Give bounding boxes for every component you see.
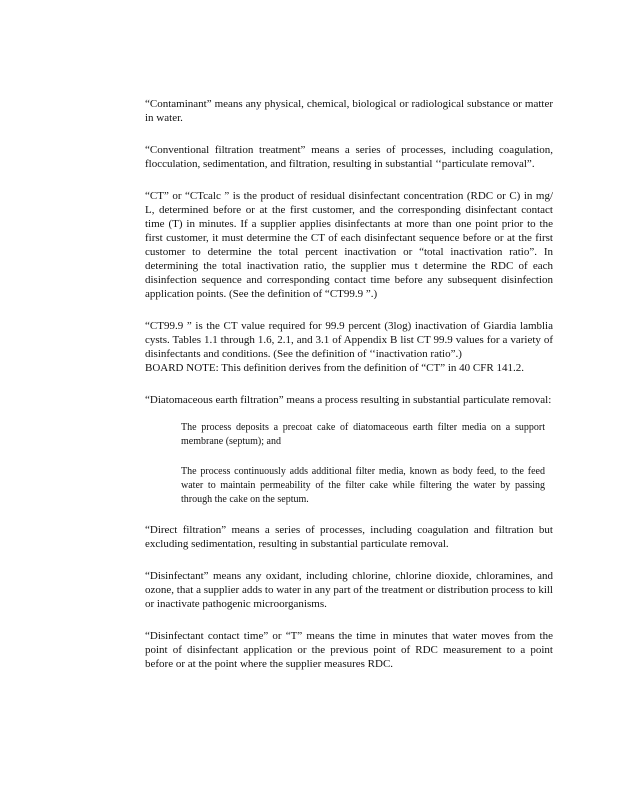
definition-diatomaceous-earth: “Diatomaceous earth filtration” means a process resulting in substantial particulate removal: [145, 394, 552, 406]
definition-disinfectant-contact-time: “Disinfectant contact time” or “T” means the time in minutes that water moves from the point of disinfectant application or the previous point of RDC measurement to a point before or at the point where the supplier measures RDC. [145, 630, 553, 670]
definition-ct: “CT” or “CTcalc ” is the product of residual disinfectant concentration (RDC or C) in mg/ L, determined before or at the first customer, and the corresponding disinfectant contact time (T) in minutes. If a supplier applies disinfectants at more than one point prior to the first customer, it must determine the CT of each disinfectant sequence before or at the first customer to determine the total percent inactivation or “total inactivation ratio”. In determining the total inactivation ratio, the supplier mus t determine the RDC of each disinfection sequence and corresponding contact time before any subsequent disinfection application points. (See the definition of “CT99.9 ”.) [145, 190, 553, 300]
definition-ct-99-9: “CT99.9 ” is the CT value required for 99.9 percent (3log) inactivation of Giardia lamblia cysts. Tables 1.1 through 1.6, 2.1, and 3.1 of Appendix B list CT 99.9 values for a variety of disinfectants and conditions. (See the definition of ‘‘inactivation ratio”.) [145, 320, 553, 360]
definition-conventional-filtration: “Conventional filtration treatment” means a series of processes, including coagulation, flocculation, sedimentation, and filtration, resulting in substantial ‘‘particulate removal”. [145, 144, 553, 170]
diatomaceous-item-2: The process continuously adds additional filter media, known as body feed, to the feed water to maintain permeability of the filter cake while filtering the water by passing through the cake on the septum. [181, 466, 545, 505]
diatomaceous-item-1: The process deposits a precoat cake of diatomaceous earth filter media on a support membrane (septum); and [181, 422, 545, 447]
definition-contaminant: “Contaminant” means any physical, chemical, biological or radiological substance or matter in water. [145, 98, 553, 124]
board-note: BOARD NOTE: This definition derives from the definition of “CT” in 40 CFR 141.2. [145, 362, 524, 374]
definition-direct-filtration: “Direct filtration” means a series of processes, including coagulation and filtration but excluding sedimentation, resulting in substantial particulate removal. [145, 524, 553, 550]
document-page [145, 97, 553, 689]
definition-disinfectant: “Disinfectant” means any oxidant, including chlorine, chlorine dioxide, chloramines, and ozone, that a supplier adds to water in any part of the treatment or distribution process to kill or inactivate pathogenic microorganisms. [145, 570, 553, 610]
